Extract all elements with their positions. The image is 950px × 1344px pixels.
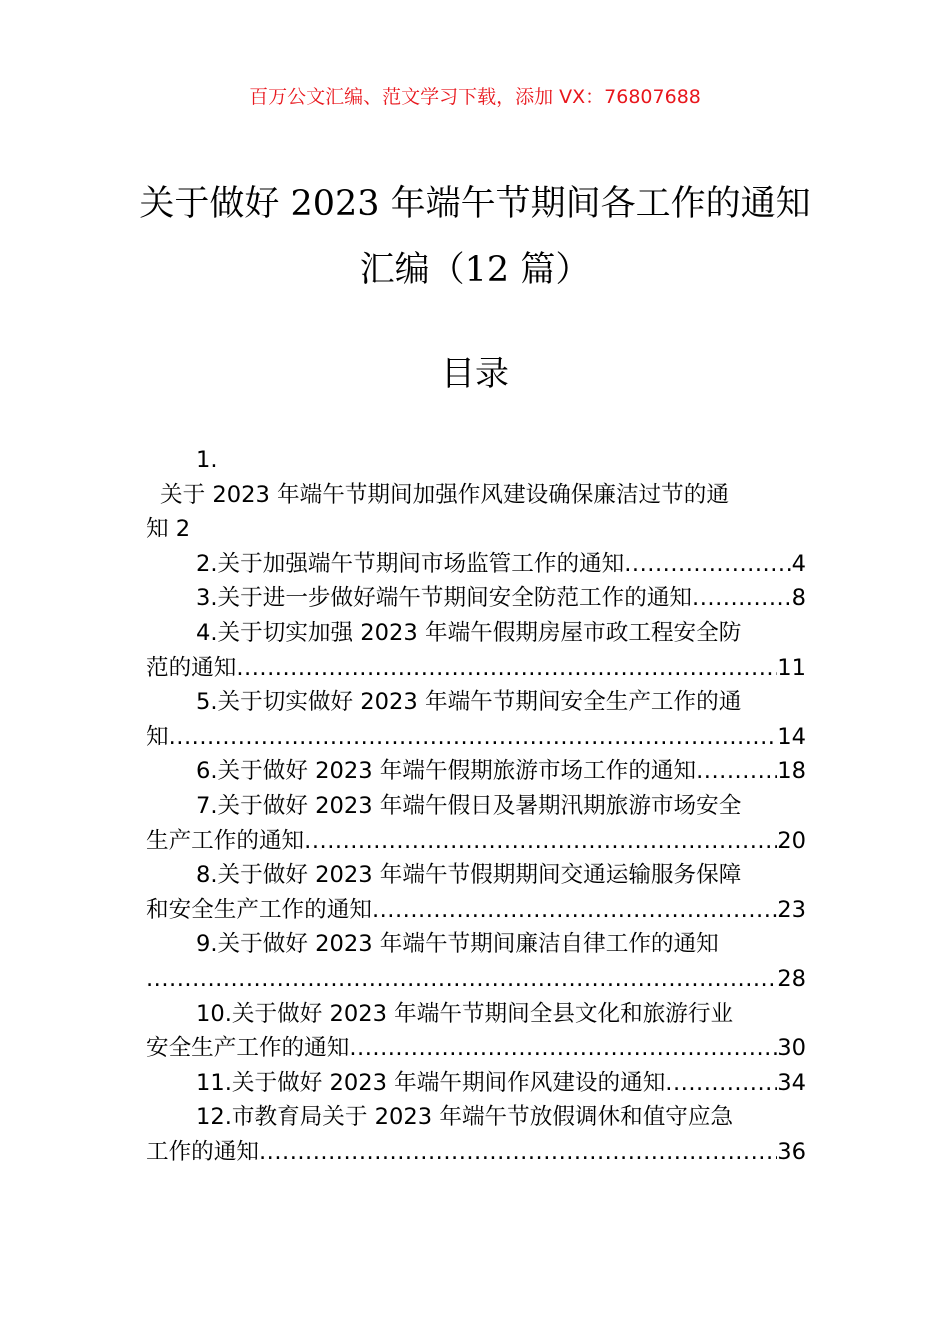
toc-item-12-leader <box>259 1135 777 1170</box>
toc-item-8-text: 8.关于做好 2023 年端午节假期期间交通运输服务保障 <box>196 862 742 889</box>
toc-item-5-text: 5.关于切实做好 2023 年端午节期间安全生产工作的通 <box>196 689 742 716</box>
toc-item-12-line[interactable] <box>146 1100 806 1135</box>
toc-item-3-line[interactable] <box>146 581 806 616</box>
toc-item-11-line[interactable] <box>146 1066 806 1101</box>
toc-item-5-page: 14 <box>777 723 806 750</box>
toc-item-7-cont-line[interactable] <box>146 824 806 859</box>
toc-item-2-text: 2.关于加强端午节期间市场监管工作的通知 <box>196 550 625 577</box>
table-of-contents <box>146 443 806 1169</box>
toc-item-1-line[interactable] <box>146 478 806 513</box>
toc-item-8-cont: 和安全生产工作的通知 <box>146 896 372 923</box>
toc-item-4-line[interactable] <box>146 616 806 651</box>
toc-item-12-page: 36 <box>777 1138 806 1165</box>
toc-item-5-cont: 知 <box>146 723 169 750</box>
toc-item-4-cont-line[interactable] <box>146 651 806 686</box>
toc-item-2-line[interactable] <box>146 547 806 582</box>
toc-item-5-leader <box>169 720 778 755</box>
toc-item-2-page: 4 <box>791 550 806 577</box>
toc-item-5-cont-line[interactable] <box>146 720 806 755</box>
toc-item-4-page: 11 <box>777 654 806 681</box>
toc-item-9-line[interactable] <box>146 927 806 962</box>
toc-item-10-page: 30 <box>777 1035 806 1062</box>
document-title-line-2: 汇编（12 篇） <box>359 250 591 290</box>
toc-item-7-leader <box>304 824 777 859</box>
toc-heading: 目录 <box>441 354 509 394</box>
toc-item-3-page: 8 <box>791 585 806 612</box>
toc-item-10-text: 10.关于做好 2023 年端午节期间全县文化和旅游行业 <box>196 1000 734 1027</box>
toc-item-6-leader <box>696 754 777 789</box>
toc-item-7-line[interactable] <box>146 789 806 824</box>
toc-item-7-text: 7.关于做好 2023 年端午假日及暑期汛期旅游市场安全 <box>196 792 742 819</box>
toc-item-1-number: 1. <box>196 447 218 473</box>
toc-item-1-cont: 知 2 <box>146 516 191 543</box>
toc-item-10-cont: 安全生产工作的通知 <box>146 1035 350 1062</box>
toc-item-9-cont-line[interactable] <box>146 962 806 997</box>
toc-item-3-text: 3.关于进一步做好端午节期间安全防范工作的通知 <box>196 585 693 612</box>
toc-item-4-text: 4.关于切实加强 2023 年端午假期房屋市政工程安全防 <box>196 619 742 646</box>
toc-item-8-line[interactable] <box>146 858 806 893</box>
toc-item-9-text: 9.关于做好 2023 年端午节期间廉洁自律工作的通知 <box>196 931 719 958</box>
toc-item-1-cont-line[interactable] <box>146 512 806 547</box>
toc-item-1-text: 关于 2023 年端午节期间加强作风建设确保廉洁过节的通 <box>160 481 729 508</box>
toc-item-9-leader <box>146 962 777 997</box>
toc-item-3-leader <box>692 581 792 616</box>
toc-item-11-text: 11.关于做好 2023 年端午期间作风建设的通知 <box>196 1069 666 1096</box>
toc-item-12-cont-line[interactable] <box>146 1135 806 1170</box>
toc-item-10-cont-line[interactable] <box>146 1031 806 1066</box>
toc-item-5-line[interactable] <box>146 685 806 720</box>
toc-item-6-line[interactable] <box>146 754 806 789</box>
toc-item-4-leader <box>236 651 777 686</box>
toc-item-10-leader <box>349 1031 777 1066</box>
toc-item-8-cont-line[interactable] <box>146 893 806 928</box>
toc-item-8-page: 23 <box>777 896 806 923</box>
toc-item-7-cont: 生产工作的通知 <box>146 827 305 854</box>
toc-item-1-number-line[interactable] <box>146 443 806 478</box>
toc-item-6-page: 18 <box>777 758 806 785</box>
toc-item-10-line[interactable] <box>146 997 806 1032</box>
toc-item-2-leader <box>624 547 791 582</box>
toc-item-4-cont: 范的通知 <box>146 654 237 681</box>
toc-item-11-leader <box>665 1066 777 1101</box>
toc-item-7-page: 20 <box>777 827 806 854</box>
header-watermark-note: 百万公文汇编、范文学习下载，添加 VX：76807688 <box>249 86 701 108</box>
toc-item-9-page: 28 <box>777 965 806 992</box>
toc-item-12-cont: 工作的通知 <box>146 1138 259 1165</box>
toc-item-8-leader <box>372 893 777 928</box>
toc-item-12-text: 12.市教育局关于 2023 年端午节放假调休和值守应急 <box>196 1104 734 1131</box>
document-title-line-1: 关于做好 2023 年端午节期间各工作的通知 <box>139 184 811 224</box>
toc-item-11-page: 34 <box>777 1069 806 1096</box>
toc-item-6-text: 6.关于做好 2023 年端午假期旅游市场工作的通知 <box>196 758 697 785</box>
